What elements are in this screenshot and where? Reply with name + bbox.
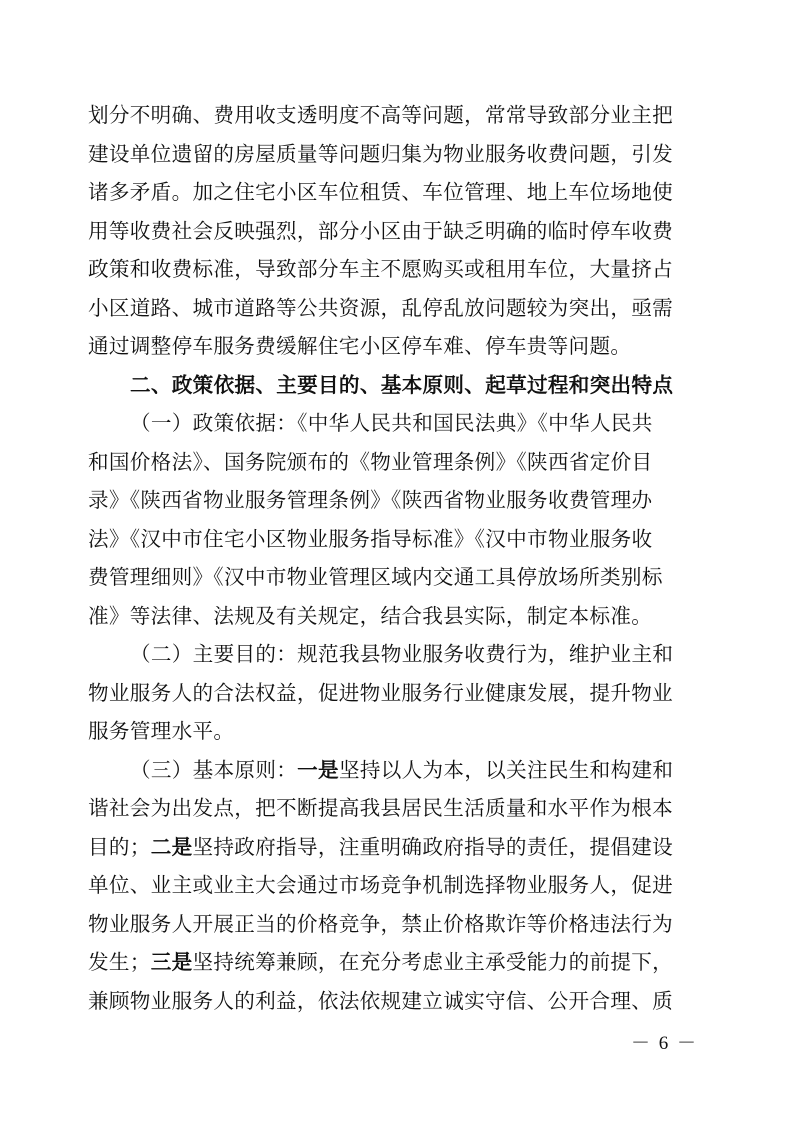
section-heading-block xyxy=(130,366,752,405)
text-line: 划分不明确、费用收支透明度不高等问题，常常导致部分业主把 xyxy=(88,103,674,127)
text-line: 和国价格法》、国务院颁布的《物业管理条例》《陕西省定价目 xyxy=(88,449,653,474)
text-line: 单位、业主或业主大会通过市场竞争机制选择物业服务人，促进 xyxy=(88,873,674,897)
text-line: 服务管理水平。 xyxy=(88,719,235,743)
text-line: 谐社会为出发点，把不断提高我县居民生活质量和水平作为根本 xyxy=(88,796,674,820)
page-number: － 6 － xyxy=(630,1033,698,1054)
text-line: 小区道路、城市道路等公共资源，乱停乱放问题较为突出，亟需 xyxy=(88,295,674,320)
text-line: 诸多矛盾。加之住宅小区车位租赁、车位管理、地上车位场地使 xyxy=(88,180,674,204)
text-line: 录》《陕西省物业服务管理条例》《陕西省物业服务收费管理办 xyxy=(88,488,653,512)
text-line: 用等收费社会反映强烈，部分小区由于缺乏明确的临时停车收费 xyxy=(88,218,674,243)
text-line xyxy=(88,751,710,790)
emphasis-second: 二是 xyxy=(150,834,193,859)
text-line: 通过调整停车服务费缓解住宅小区停车难、停车贵等问题。 xyxy=(88,334,632,358)
text-line: （二）主要目的：规范我县物业服务收费行为，维护业主和 xyxy=(130,642,674,666)
text-line: 政策和收费标准，导致部分车主不愿购买或租用车位，大量挤占 xyxy=(88,257,674,281)
text-line: 准》等法律、法规及有关规定，结合我县实际，制定本标准。 xyxy=(88,603,653,628)
section-heading: 二、政策依据、主要目的、基本原则、起草过程和突出特点 xyxy=(130,372,674,397)
emphasis-first: 一是 xyxy=(297,757,339,782)
line-prefix: 目的； xyxy=(88,834,151,859)
text-line: 建设单位遗留的房屋质量等问题归集为物业服务收费问题，引发 xyxy=(88,141,674,166)
line-rest: 坚持以人为本，以关注民生和构建和 xyxy=(338,757,674,782)
text-line: 兼顾物业服务人的利益，依法依规建立诚实守信、公开合理、质 xyxy=(88,988,674,1013)
principles-paragraph xyxy=(88,751,710,1021)
text-line: 物业服务人开展正当的价格竞争，禁止价格欺诈等价格违法行为 xyxy=(88,911,674,936)
line-prefix: （三）基本原则： xyxy=(130,757,298,782)
line-prefix: 发生； xyxy=(88,950,151,974)
main-purpose-paragraph xyxy=(88,635,710,751)
text-line: 物业服务人的合法权益，促进物业服务行业健康发展，提升物业 xyxy=(88,680,674,705)
line-rest: 坚持统筹兼顾，在充分考虑业主承受能力的前提下， xyxy=(192,950,674,974)
text-line xyxy=(88,828,710,867)
text-line: 法》《汉中市住宅小区物业服务指导标准》《汉中市物业服务收 xyxy=(88,526,653,551)
intro-paragraph xyxy=(88,96,710,366)
policy-basis-paragraph xyxy=(88,404,710,635)
emphasis-third: 三是 xyxy=(150,950,193,974)
text-line xyxy=(88,943,710,982)
line-rest: 坚持政府指导，注重明确政府指导的责任，提倡建设 xyxy=(192,834,674,859)
text-line: （一）政策依据：《中华人民共和国民法典》《中华人民共 xyxy=(130,411,653,435)
text-line: 费管理细则》《汉中市物业管理区域内交通工具停放场所类别标 xyxy=(88,565,663,589)
